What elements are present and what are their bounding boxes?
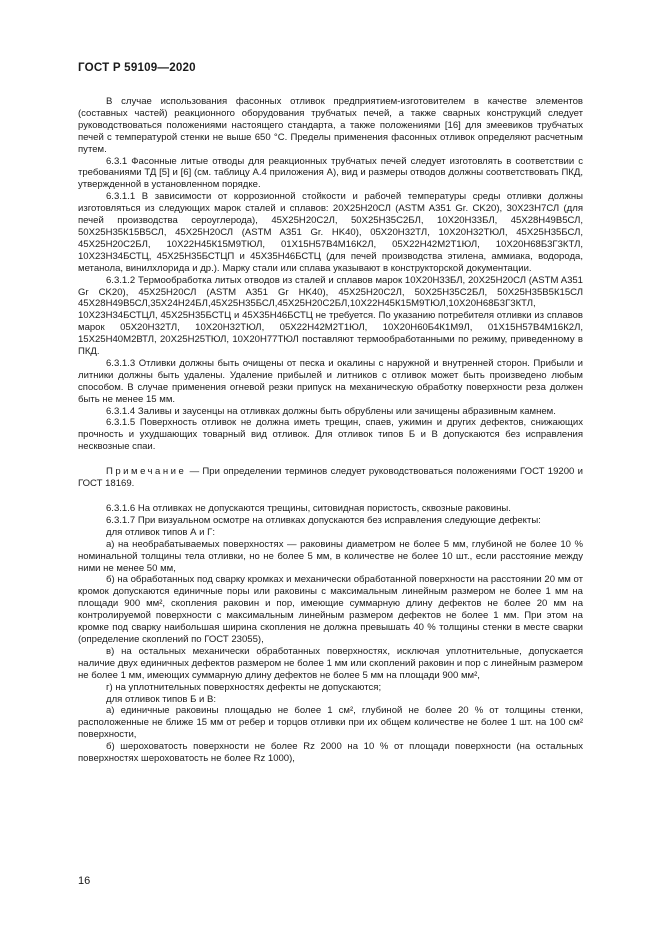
list-item: г) на уплотнительных поверхностях дефекты не допускаются;	[106, 681, 382, 693]
list-item: а) на необрабатываемых поверхностях — раковины диаметром не более 5 мм, глубиной не более 10 % номинальной толщины тела отливки, но не более 5 мм, в количестве не более 10 шт., если расстояние между ними не менее 50 мм,	[78, 538, 583, 574]
list-item: а) единичные раковины площадью не более 1 см², глубиной не более 20 % от толщины стенки, расположенные не ближе 15 мм от ребер и торцов отливки при их общем количестве не более 1 шт. на 100 см² поверхности,	[78, 705, 583, 741]
paragraph: 6.3.1.7 При визуальном осмотре на отливках допускаются без исправления следующие дефекты:	[106, 514, 541, 526]
page-number: 16	[78, 875, 91, 887]
paragraph: для отливок типов А и Г:	[106, 526, 215, 538]
paragraph: 6.3.1 Фасонные литые отводы для реакционных трубчатых печей следует изготовлять в соответствии с требованиями ТД [5] и [6] (см. таблицу А.4 приложения А), вид и размеры отводов должны соответствовать ПКД, утвержденной в установленном порядке.	[78, 155, 583, 191]
paragraph: 6.3.1.1 В зависимости от коррозионной стойкости и рабочей температуры среды отливки должны изготовляться из следующих марок сталей и сплавов: 20Х25Н20СЛ (ASTM A351 Gr. CK20), 30Х23Н7СЛ (для печей производства сероуглерода), 45Х25Н20С2Л, 50Х25Н35С2БЛ, 10Х20Н33БЛ, 45Х28Н49В5СЛ, 50Х25Н35К15В5СЛ, 45Х25Н20СЛ (ASTM A351 Gr. HK40), 05Х20Н32ТЛ, 10Х20Н32ТЮЛ, 45Х25Н35БСЛ, 45Х25Н20С2БЛ, 10Х22Н45К15М9ТЮЛ, 01Х15Н57В4М16К2Л, 05Х22Н42М2Т1ЮЛ, 10Х20Н68Б3Г3КТЛ, 10Х23Н34БСТЦ, 45Х25Н35БСТЦП и 45Х35Н46БСТЦ (для печей производства этилена, аммиака, водорода, метанола, винилхлорида и др.). Марку стали или сплава указывают в конструкторской документации.	[78, 191, 583, 274]
list-item: в) на остальных механически обработанных поверхностях, исключая уплотнительные, допускается наличие двух единичных дефектов размером не более 1 мм или скоплений раковин и пор с линейным размером не более 1 мм, имеющих суммарную длину дефектов не более 5 мм на площади 900 мм²,	[78, 645, 583, 681]
list-item: б) шероховатость поверхности не более Rz 2000 на 10 % от площади поверхности (на остальных поверхностях шероховатость не более Rz 1000),	[78, 741, 583, 765]
document-body	[78, 96, 583, 765]
list-item: б) на обработанных под сварку кромках и механически обработанной поверхности на расстоянии 20 мм от кромок допускаются единичные поры или раковины с максимальным линейным размером не более 1 мм на площади 900 мм², скопления раковин и пор, имеющие суммарную длину дефектов не более 20 мм на контролируемой поверхности с максимальным линейным размером дефектов не более 1 мм. При этом на кромке под сварку наибольшая ширина скопления не должна превышать 40 % толщины стенки в месте сварки (определение скоплений по ГОСТ 23055),	[78, 574, 583, 645]
paragraph: 6.3.1.6 На отливках не допускаются трещины, ситовидная пористость, сквозные раковины.	[106, 503, 511, 514]
document-header: ГОСТ Р 59109—2020	[78, 61, 196, 74]
paragraph: В случае использования фасонных отливок предприятием-изготовителем в качестве элементов (составных частей) реакционного оборудования трубчатых печей, а также сварных конструкций следует руководствоваться положениями настоящего стандарта, а также положениями [16] для змеевиков трубчатых печей с температурой стенки не выше 650 °С. Пределы применения фасонных отливок определяют расчетным путем.	[78, 96, 583, 155]
paragraph: 6.3.1.2 Термообработка литых отводов из сталей и сплавов марок 10Х20Н33БЛ, 20Х25Н20СЛ (ASTM A351 Gr CK20), 45Х25Н20СЛ (ASTM A351 Gr HK40), 45Х25Н20С2Л, 50Х25Н35С2БЛ, 50Х25Н35В5К15СЛ 45Х28Н49В5СЛ,35Х24Н24БЛ,45Х25Н35БСЛ,45Х25Н20С2БЛ,10Х22Н45К15М9ТЮЛ,10Х20Н68Б3Г3КТЛ, 10Х23Н34БСТЦЛ, 45Х25Н35БСТЦ и 45Х35Н46БСТЦ не требуется. По указанию потребителя отливки из сплавов марок 05Х20Н32ТЛ, 10Х20Н32ТЮЛ, 05Х22Н42М2Т1ЮЛ, 10Х20Н60Б4К1М9Л, 01Х15Н57В4М16К2Л, 15Х25Н40М2ВТЛ, 20Х25Н25ТЮЛ, 10Х20Н77ТЮЛ поставляют термообработанными по режиму, приведенному в ПКД.	[78, 274, 583, 358]
paragraph: 6.3.1.4 Заливы и заусенцы на отливках должны быть обрублены или зачищены абразивным камнем.	[106, 405, 556, 417]
note-text: — При определении терминов следует руководствоваться положениями ГОСТ 19200 и ГОСТ 18169.	[78, 466, 583, 490]
paragraph: 6.3.1.5 Поверхность отливок не должна иметь трещин, спаев, ужимин и других дефектов, снижающих прочность и ухудшающих товарный вид отливок. Для отливок типов Б и В допускаются без исправления несквозные спаи.	[78, 417, 583, 453]
note	[78, 466, 583, 490]
paragraph: для отливок типов Б и В:	[106, 693, 217, 705]
paragraph: 6.3.1.3 Отливки должны быть очищены от песка и окалины с наружной и внутренней сторон. Прибыли и литники должны быть удалены. Удаление прибылей и литников с отливок может быть произведено любым способом. В случае применения огневой резки припуск на механическую обработку поверхности реза должен быть не менее 15 мм.	[78, 357, 583, 405]
note-label: Примечание	[106, 466, 187, 478]
